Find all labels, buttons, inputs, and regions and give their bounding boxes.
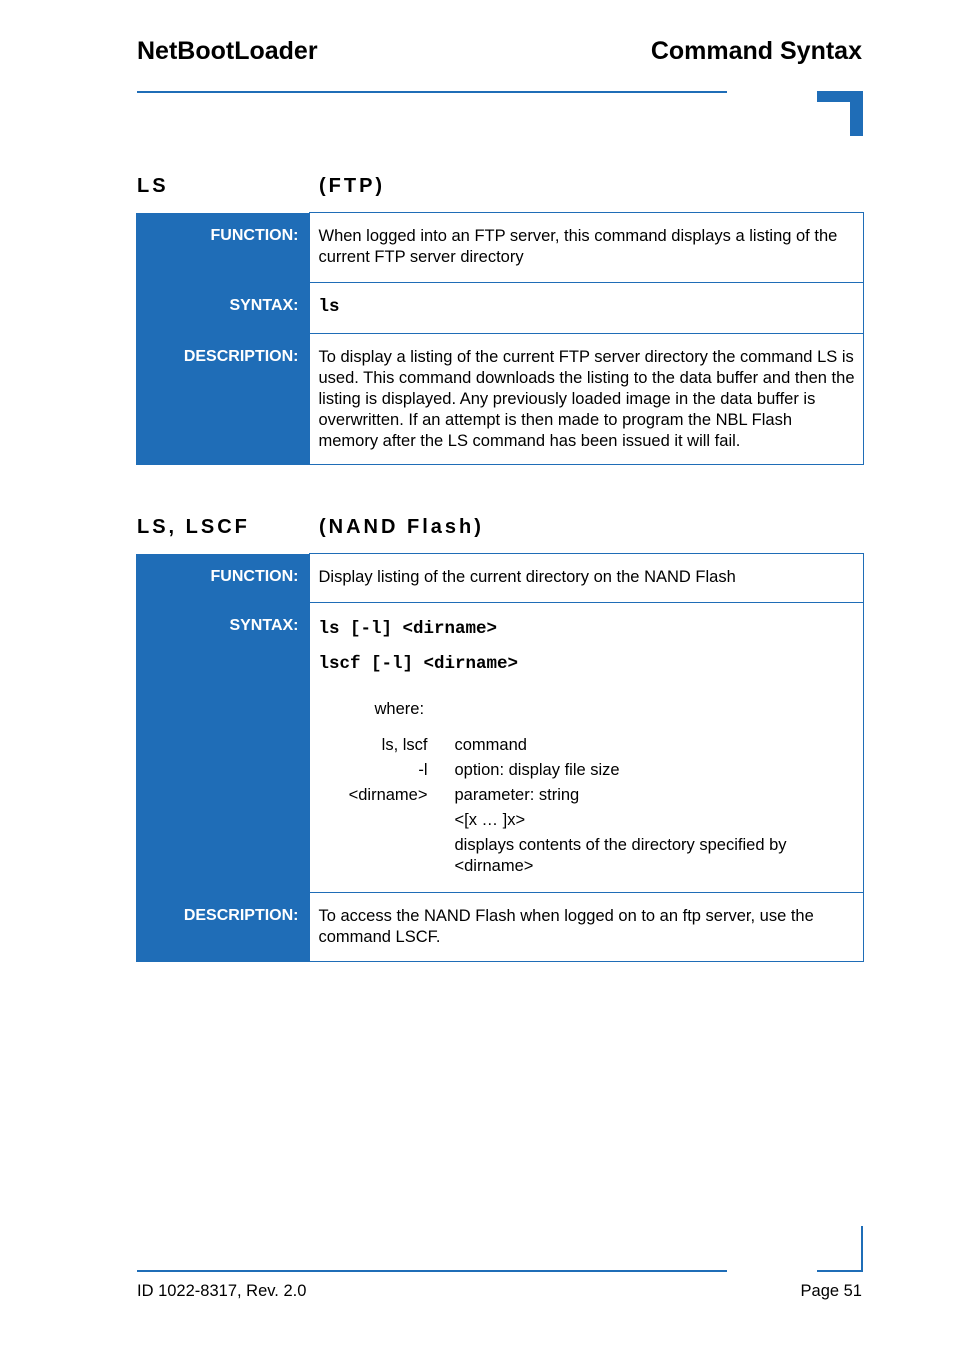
corner-mark-bottom [817,1270,863,1272]
section-command: LS, LSCF [137,516,250,538]
row-value: When logged into an FTP server, this command displays a listing of the current FTP server directory [309,213,864,283]
row-label: SYNTAX: [136,283,309,334]
table-row-function [136,554,864,603]
table-row-syntax [136,603,864,893]
param-name [319,810,428,831]
row-label: FUNCTION: [136,213,309,283]
document-id: ID 1022-8317, Rev. 2.0 [137,1282,307,1300]
page-number: Page 51 [800,1282,862,1300]
row-value [309,603,864,893]
section-tag: (NAND Flash) [319,516,484,538]
where-label: where: [374,700,425,718]
syntax-line: ls [318,297,340,317]
row-label: DESCRIPTION: [136,893,309,962]
section-tag: (FTP) [319,175,386,197]
table-row-function [136,213,864,283]
corner-mark-top-vertical [850,91,863,136]
row-value: Display listing of the current directory on the NAND Flash [309,554,864,603]
row-label: FUNCTION: [136,554,309,603]
param-name [319,835,428,877]
param-desc: command [454,736,527,754]
table-row-syntax [136,283,864,334]
param-desc: parameter: string [454,786,580,804]
running-header-title: NetBootLoader [137,37,318,65]
row-label: SYNTAX: [136,603,309,893]
syntax-line: lscf [-l] <dirname> [318,654,519,674]
command-table-ls-ftp [136,212,864,465]
param-name: <dirname> [348,786,428,804]
row-value: To display a listing of the current FTP server directory the command LS is used. This command downloads the listing to the data buffer and then the listing is displayed. Any previously loaded image in the data buffer is overwritten. If an attempt is then made to program the NBL Flash memory after the LS command has been issued it will fail. [309,334,864,465]
running-header-chapter: Command Syntax [650,37,862,65]
corner-mark-bottom-vertical [861,1226,863,1272]
parameter-list [319,735,856,877]
row-label: DESCRIPTION: [136,334,309,465]
param-name: -l [418,761,428,779]
param-desc: option: display file size [454,761,620,779]
header-rule [137,91,727,93]
param-desc: <[x … ]x> [454,811,526,829]
table-row-description [136,334,864,465]
syntax-line: ls [-l] <dirname> [318,619,498,639]
command-table-ls-lscf [136,553,864,962]
footer-rule [137,1270,727,1272]
param-desc: displays contents of the directory specified by <dirname> [454,836,787,875]
row-value: To access the NAND Flash when logged on to an ftp server, use the command LSCF. [309,893,864,962]
section-command: LS [137,175,169,197]
param-name: ls, lscf [381,736,428,754]
row-value [309,283,864,334]
table-row-description [136,893,864,962]
